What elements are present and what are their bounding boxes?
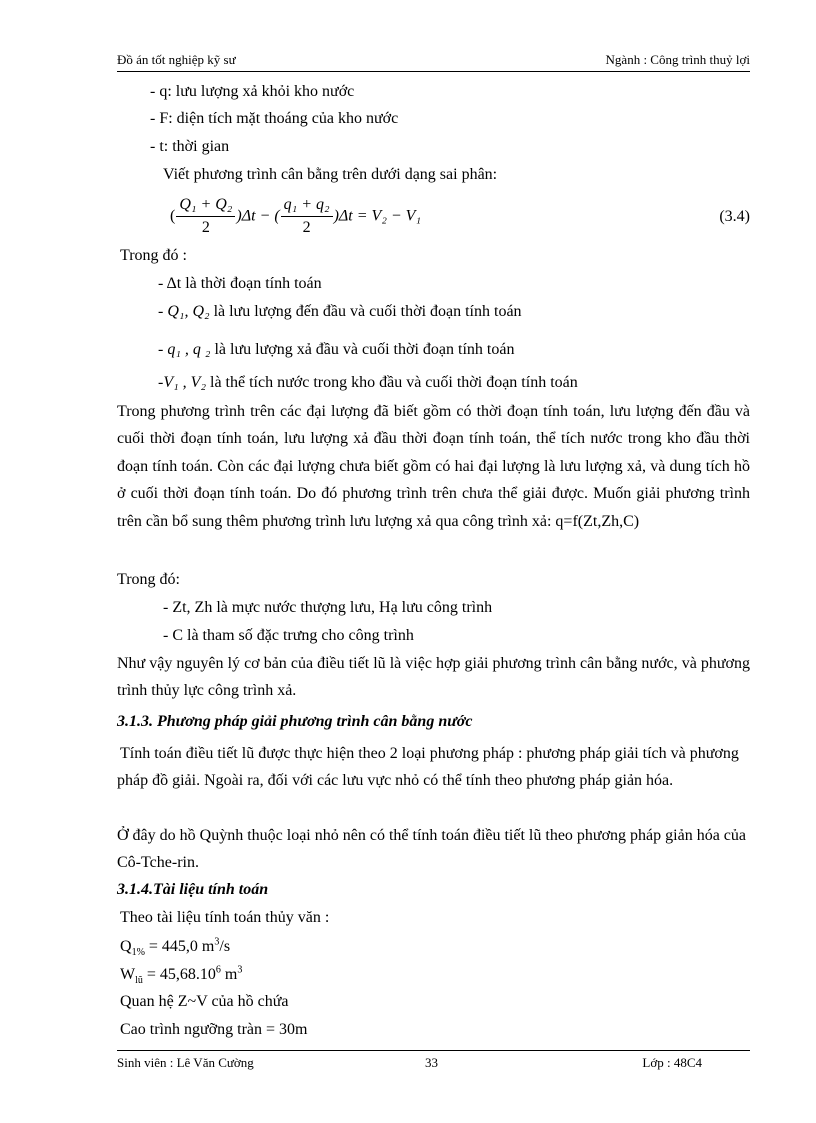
paragraph-3: Tính toán điều tiết lũ được thực hiện theo 2 loại phương pháp : phương pháp giải tích và phương pháp đồ giải. Ngoài ra, đối với các lưu vực nhỏ có thể tính theo phương pháp giản hóa. [117,745,739,790]
description: là lưu lượng đến đầu và cuối thời đoạn tính toán [209,303,522,320]
data-intro: Theo tài liệu tính toán thủy văn : [120,909,330,926]
w-subscript: lũ [135,975,143,987]
symbol: - Δt [158,275,182,292]
equation-tail: )Δt = V₂ − V₁ [333,207,422,225]
q-unit: /s [219,938,231,955]
discharge-q1-value [120,937,230,957]
heading-3-1-3: 3.1.3. Phương pháp giải phương trình cân bằng nước [117,713,473,730]
equation-number: (3.4) [719,208,750,225]
def-t: - t: thời gian [150,138,230,155]
w-symbol: W [120,966,136,983]
w-exponent: 6 [215,964,221,976]
fraction-outflow [281,194,333,239]
q-subscript: 1% [131,947,145,959]
where-item-Q [158,302,522,322]
footer-student: Sinh viên : Lê Văn Cường [117,1055,254,1070]
where-item-zt-zh: - Zt, Zh là mực nước thượng lưu, Hạ lưu công trình [163,599,493,616]
where-item-q [158,340,514,360]
fraction-inflow-denominator: 2 [201,219,210,236]
header-right: Ngành : Công trình thuỷ lợi [605,52,750,67]
paragraph-4: Ở đây do hồ Quỳnh thuộc loại nhỏ nên có thể tính toán điều tiết lũ theo phương pháp giản hóa của Cô-Tche-rin. [117,827,746,872]
zv-relation: Quan hệ Z~V của hồ chứa [120,993,289,1010]
equation-3-4: ( $\frac{\text{Q₁ + Q₂}}{2}$ )Δt − ( $\frac{\text{q₁ + q₂}}{2}$ )Δt = V₂ − V₁ (3.4) [170,192,750,244]
def-f: - F: diện tích mặt thoáng của kho nước [150,110,399,127]
where-heading-1: Trong đó : [120,247,187,264]
paragraph-1: Trong phương trình trên các đại lượng đã biết gồm có thời đoạn tính toán, lưu lượng đến đầu và cuối thời đoạn tính toán, lưu lượng xả đầu thời đoạn tính toán, thể tích nước trong kho đầu thời đoạn tính toán. Còn các đại lượng chưa biết gồm có hai đại lượng là lưu lượng xả, và dung tích hồ ở cuối thời đoạn tính toán. Do đó phương trình trên chưa thể giải được. Muốn giải phương trình trên cần bổ sung thêm phương trình lưu lượng xả qua công trình xả: q=f(Zt,Zh,C) [117,403,750,530]
page-number: 33 [425,1055,438,1070]
fraction-outflow-numerator: q₁ + q₂ [281,194,333,217]
equation-middle: )Δt − ( [236,207,280,225]
header-left: Đồ án tốt nghiệp kỹ sư [117,52,236,67]
where-item-c: - C là tham số đặc trưng cho công trình [163,627,414,644]
fraction-inflow-numerator: Q₁ + Q₂ [176,194,235,217]
flood-volume-value [120,965,242,985]
page-footer [117,1050,750,1071]
symbol: - q₁ , q ₂ [158,341,211,358]
q-superscript: 3 [214,936,220,948]
page-header [117,49,750,72]
q-symbol: Q [120,938,132,955]
paragraph-2: Như vậy nguyên lý cơ bản của điều tiết lũ là việc hợp giải phương trình cân bằng nước, và phương trình thủy lực công trình xả. [117,655,750,700]
symbol: - Q₁, Q₂ [158,303,210,320]
fraction-inflow [176,194,235,239]
def-q: - q: lưu lượng xả khỏi kho nước [150,83,355,100]
description: là lưu lượng xả đầu và cuối thời đoạn tính toán [210,341,515,358]
equation-intro: Viết phương trình cân bằng trên dưới dạng sai phân: [163,166,498,183]
spillway-crest: Cao trình ngưỡng tràn = 30m [120,1021,308,1038]
w-value: = 45,68.10 [142,966,216,983]
w-unit: m [220,966,238,983]
description: là thời đoạn tính toán [181,275,322,292]
fraction-outflow-denominator: 2 [302,219,311,236]
description: là thể tích nước trong kho đầu và cuối thời đoạn tính toán [206,374,578,391]
where-item-V [158,373,578,393]
footer-class: Lớp : 48C4 [642,1055,702,1070]
symbol: -V₁ , V₂ [158,374,206,391]
where-heading-2: Trong đó: [117,571,180,588]
w-unit-exponent: 3 [237,964,243,976]
where-item-delta-t [158,274,322,294]
q-value: = 445,0 m [144,938,215,955]
heading-3-1-4: 3.1.4.Tài liệu tính toán [117,881,269,898]
